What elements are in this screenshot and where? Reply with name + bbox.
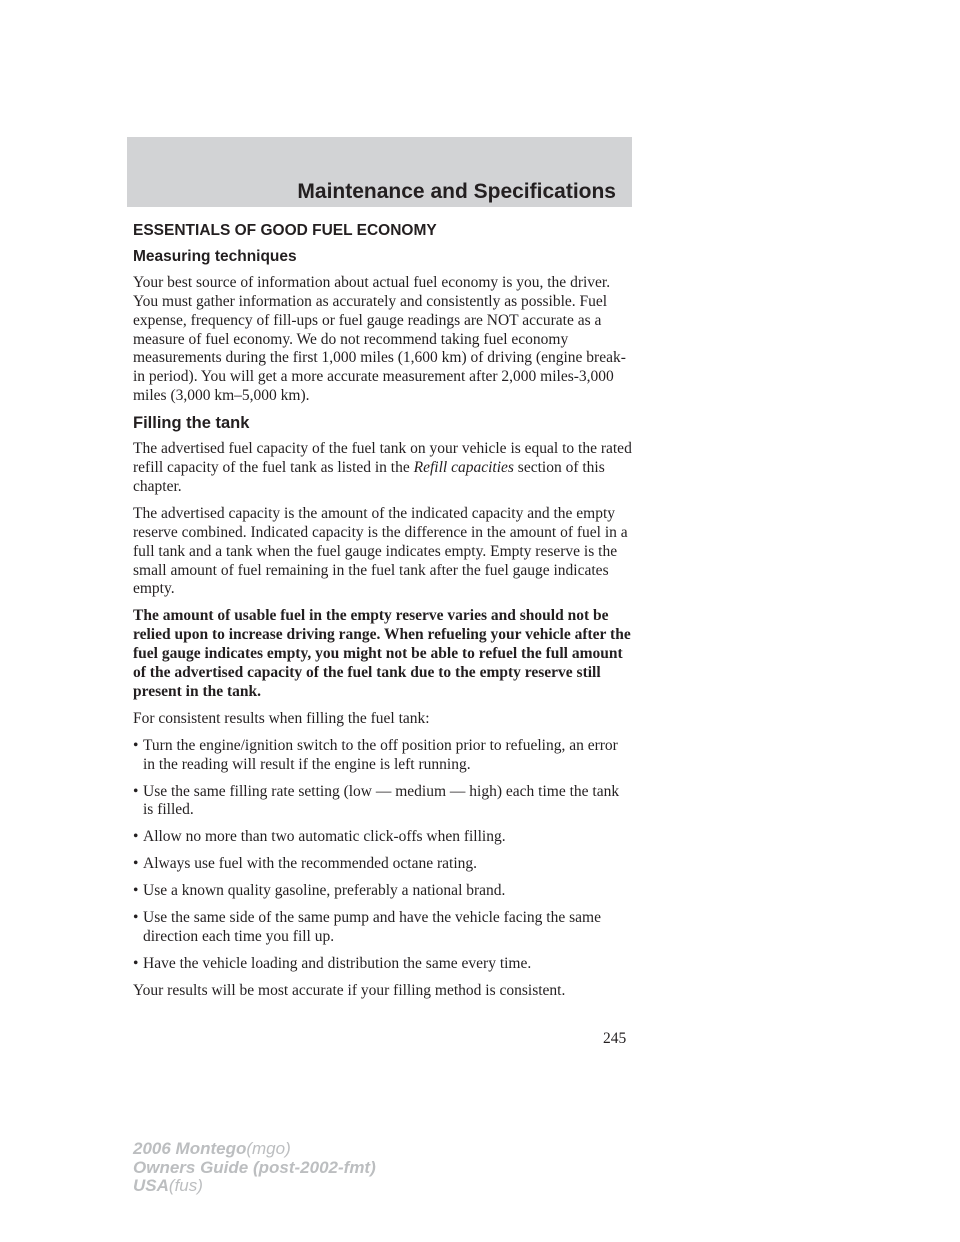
list-item: • Have the vehicle loading and distribution the same every time. [133, 954, 532, 972]
empty-reserve-warning: The amount of usable fuel in the empty reserve varies and should not be relied upon to increase driving range. When refueling your vehicle after the fuel gauge indicates empty, you might not be able to refuel the full amount of the advertised capacity of the fuel tank due to the empty reserve still present in the tank. [133, 607, 631, 700]
chapter-title: Maintenance and Specifications [297, 180, 616, 203]
section-title: ESSENTIALS OF GOOD FUEL ECONOMY [133, 222, 437, 239]
footer-line-1: 2006 Montego(mgo) [133, 1139, 291, 1158]
bullet-icon: • [133, 828, 139, 846]
filling-closing: Your results will be most accurate if your filling method is consistent. [133, 981, 566, 999]
measuring-body: Your best source of information about actual fuel economy is you, the driver. You must gather information as accurately and consistently as possible. Fuel expense, frequency of fill-ups or fuel gauge readings are NOT accurate as a measure of fuel economy. We do not recommend taking fuel economy measurements during the first 1,000 miles (1,600 km) of driving (engine break-in period). You will get a more accurate measurement after 2,000 miles-3,000 miles (3,000 km–5,000 km). [133, 273, 626, 405]
list-item: • Use a known quality gasoline, preferably a national brand. [133, 882, 506, 900]
chapter-header-band [127, 137, 632, 207]
bullet-icon: • [133, 736, 139, 754]
filling-tips-list [133, 737, 633, 974]
list-item: • Turn the engine/ignition switch to the off position prior to refueling, an error in the reading will result if the engine is left running. [133, 736, 618, 773]
filling-para-2: The advertised capacity is the amount of the indicated capacity and the empty reserve combined. Indicated capacity is the difference in the amount of fuel in a full tank and a tank when the fuel gauge indicates empty. Empty reserve is the small amount of fuel remaining in the fuel tank after the fuel gauge indicates empty. [133, 504, 628, 598]
list-item: • Always use fuel with the recommended octane rating. [133, 855, 477, 873]
list-item: • Allow no more than two automatic click-offs when filling. [133, 828, 506, 846]
bullet-icon: • [133, 855, 139, 873]
list-item: • Use the same side of the same pump and have the vehicle facing the same direction each time you fill up. [133, 909, 601, 945]
filling-para-1-tail: section of this chapter. [133, 458, 605, 495]
filling-para-1 [133, 440, 633, 497]
bullet-icon: • [133, 954, 139, 972]
footer-line-3: USA(fus) [133, 1176, 203, 1195]
filling-para-1-text: The advertised fuel capacity of the fuel tank on your vehicle is equal to the rated refill capacity of the fuel tank as listed in the [133, 440, 632, 476]
page-content [133, 222, 633, 1009]
filling-heading: Filling the tank [133, 414, 250, 433]
bullet-icon: • [133, 882, 139, 900]
page-number: 245 [603, 1030, 627, 1047]
bullet-icon: • [133, 782, 139, 800]
footer-line-2: Owners Guide (post-2002-fmt) [133, 1157, 376, 1177]
list-item: • Use the same filling rate setting (low — medium — high) each time the tank is filled. [133, 782, 620, 819]
document-footer [133, 1140, 376, 1196]
filling-intro: For consistent results when filling the fuel tank: [133, 709, 430, 727]
bullet-icon: • [133, 909, 139, 927]
refill-capacities-reference: Refill capacities [413, 458, 514, 476]
measuring-heading: Measuring techniques [133, 247, 297, 265]
